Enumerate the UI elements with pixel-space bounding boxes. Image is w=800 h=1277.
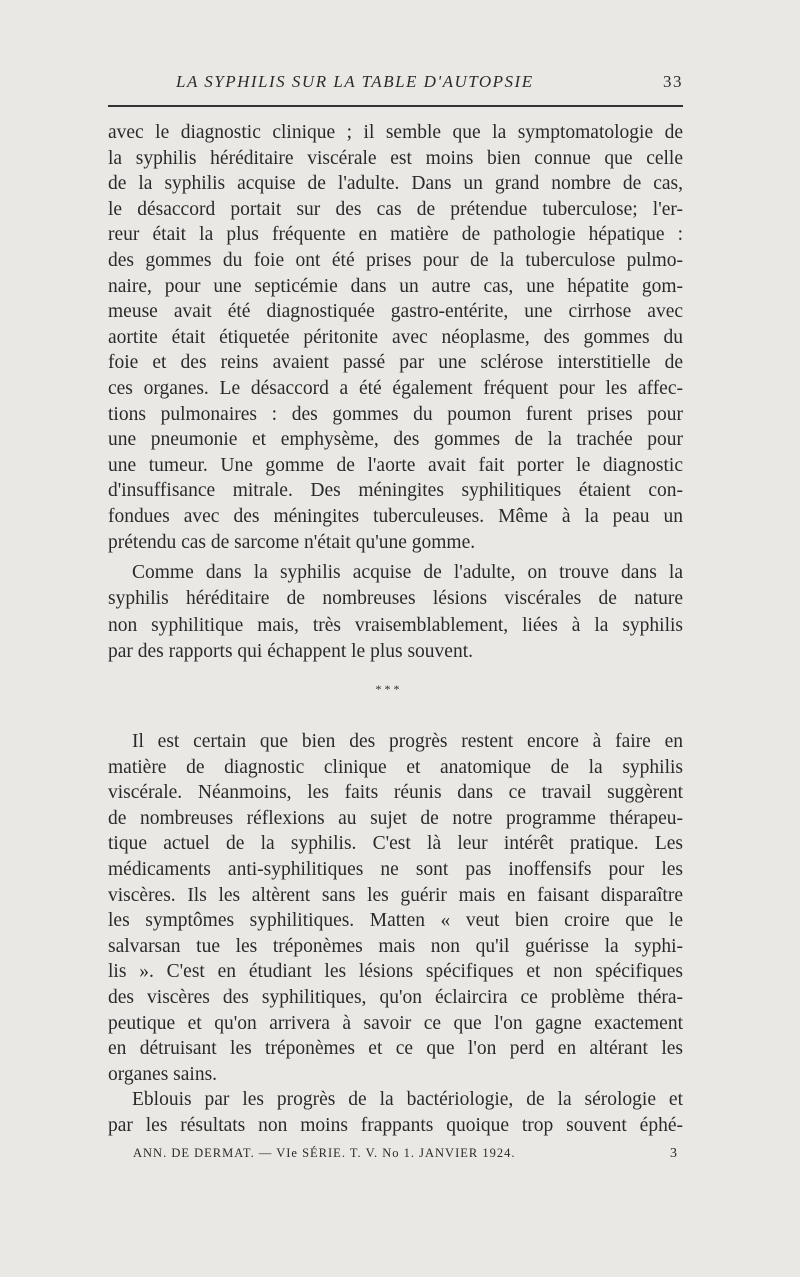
text-line: matière de diagnostic clinique et anatomique de la syphilis [108, 756, 683, 778]
running-header [108, 72, 683, 96]
text-line: fondues avec des méningites tuberculeuses. Même à la peau un [108, 505, 683, 527]
page-number: 33 [663, 72, 683, 91]
text-line: tique actuel de la syphilis. C'est là leur intérêt pratique. Les [108, 833, 683, 855]
text-line: une tumeur. Une gomme de l'aorte avait fait porter le diagnostic [108, 454, 683, 476]
text-line: lis ». C'est en étudiant les lésions spécifiques et non spécifiques [108, 961, 683, 983]
text-line: organes sains. [108, 1063, 218, 1085]
text-line: le désaccord portait sur des cas de prétendue tuberculose; l'er- [108, 198, 683, 220]
text-line: des viscères des syphilitiques, qu'on éclaircira ce problème théra- [108, 986, 683, 1008]
text-line: prétendu cas de sarcome n'était qu'une gomme. [108, 531, 476, 553]
paragraph-3 [108, 729, 683, 1139]
text-line: syphilis héréditaire de nombreuses lésions viscérales de nature [108, 588, 683, 610]
footer [133, 1146, 678, 1166]
text-line: tions pulmonaires : des gommes du poumon furent prises pour [108, 403, 683, 425]
text-line: viscérale. Néanmoins, les faits réunis dans ce travail suggèrent [108, 782, 683, 804]
text-line: médicaments anti-syphilitiques ne sont pas inoffensifs pour les [108, 858, 683, 880]
text-line: de nombreuses réflexions au sujet de notre programme thérapeu- [108, 807, 683, 829]
text-line: par des rapports qui échappent le plus souvent. [108, 641, 473, 663]
text-line: des gommes du foie ont été prises pour de la tuberculose pulmo- [108, 249, 683, 271]
paragraph-1 [108, 120, 683, 555]
journal-citation: ANN. DE DERMAT. — VIe SÉRIE. T. V. No 1. JANVIER 1924. [133, 1146, 516, 1160]
text-line: foie et des reins avaient passé par une sclérose interstitielle de [108, 352, 683, 374]
text-line: aortite était étiquetée péritonite avec néoplasme, des gommes du [108, 326, 683, 348]
text-line: Eblouis par les progrès de la bactériologie, de la sérologie et [132, 1089, 683, 1111]
text-line: ces organes. Le désaccord a été également fréquent pour les affec- [108, 377, 683, 399]
text-line: peutique et qu'on arrivera à savoir ce que l'on gagne exactement [108, 1012, 683, 1034]
text-line: avec le diagnostic clinique ; il semble que la symptomatologie de [108, 122, 683, 143]
text-line: en détruisant les tréponèmes et ce que l'on perd en altérant les [108, 1038, 683, 1060]
text-line: la syphilis héréditaire viscérale est moins bien connue que celle [108, 147, 683, 169]
running-title: LA SYPHILIS SUR LA TABLE D'AUTOPSIE [176, 72, 534, 91]
text-line: par les résultats non moins frappants quoique trop souvent éphé- [108, 1114, 683, 1136]
text-line: meuse avait été diagnostiquée gastro-entérite, une cirrhose avec [108, 301, 683, 323]
section-separator: * * * [375, 682, 400, 696]
text-line: reur était la plus fréquente en matière de pathologie hépatique : [108, 224, 683, 246]
text-line: une pneumonie et emphysème, des gommes de la trachée pour [108, 429, 683, 451]
text-line: les symptômes syphilitiques. Matten « veut bien croire que le [108, 910, 683, 932]
text-line: de la syphilis acquise de l'adulte. Dans un grand nombre de cas, [108, 173, 683, 195]
text-line: viscères. Ils les altèrent sans les guérir mais en faisant disparaître [108, 884, 683, 906]
text-line: Il est certain que bien des progrès restent encore à faire en [132, 731, 683, 752]
text-line: Comme dans la syphilis acquise de l'adulte, on trouve dans la [132, 562, 683, 583]
paragraph-2 [108, 560, 683, 666]
text-line: d'insuffisance mitrale. Des méningites syphilitiques étaient con- [108, 480, 683, 502]
header-rule [108, 105, 683, 107]
text-line: salvarsan tue les tréponèmes mais non qu'il guérisse la syphi- [108, 935, 683, 957]
text-line: naire, pour une septicémie dans un autre cas, une hépatite gom- [108, 275, 683, 297]
signature-mark: 3 [670, 1146, 678, 1161]
text-line: non syphilitique mais, très vraisemblablement, liées à la syphilis [108, 614, 683, 636]
